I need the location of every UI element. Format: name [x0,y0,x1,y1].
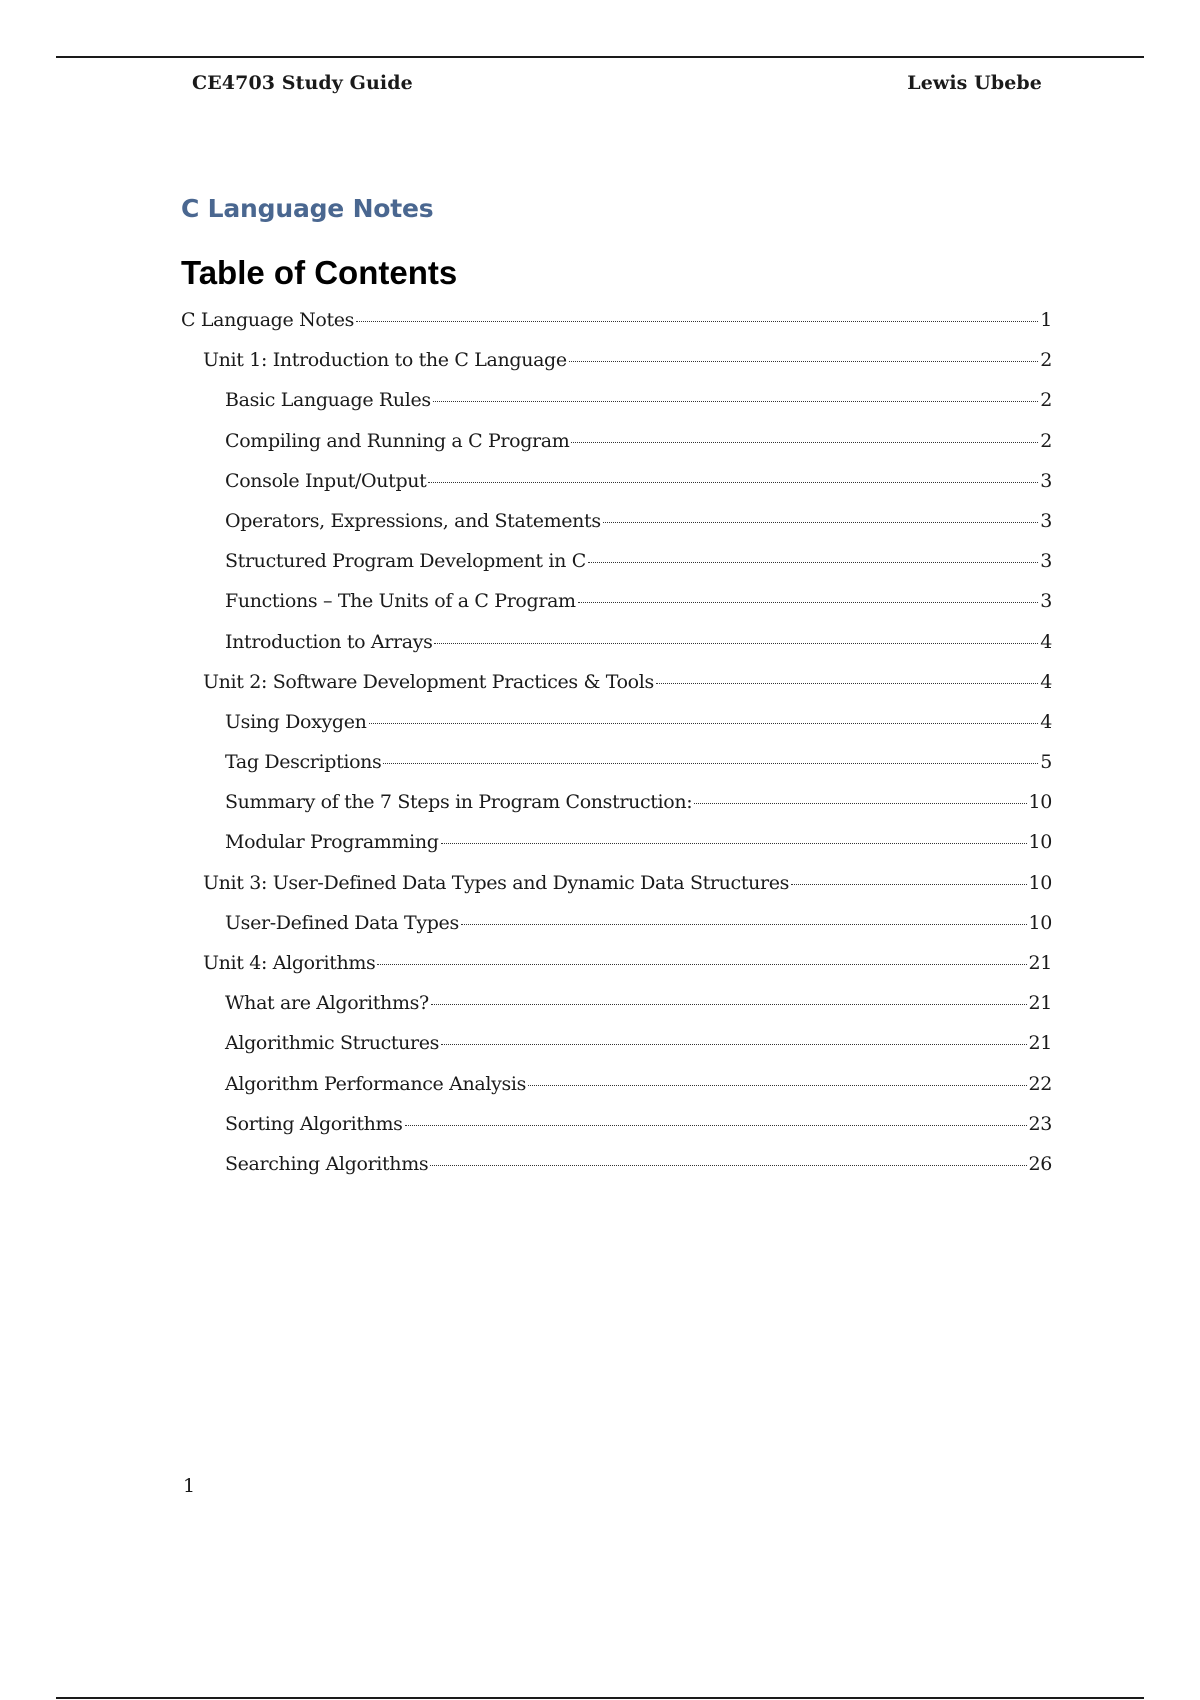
toc-entry[interactable] [181,309,1052,349]
toc-dot-leader [431,1004,1027,1005]
header-divider [56,56,1144,58]
toc-dot-leader [694,803,1026,804]
toc-dot-leader [571,442,1038,443]
toc-entry-label[interactable]: C Language Notes [181,309,355,331]
toc-entry-page-number: 5 [1040,751,1052,774]
toc-entry[interactable] [181,872,1052,912]
toc-entry[interactable] [181,952,1052,992]
toc-dot-leader [434,643,1038,644]
toc-entry-label[interactable]: Summary of the 7 Steps in Program Construction: [225,791,693,814]
toc-entry-page-number: 22 [1028,1072,1052,1095]
toc-entry[interactable] [181,711,1052,751]
toc-dot-leader [528,1085,1027,1086]
toc-entry-label[interactable]: Algorithmic Structures [225,1032,440,1055]
toc-entry-page-number: 10 [1028,831,1052,854]
toc-entry[interactable] [181,389,1052,429]
toc-entry-page-number: 21 [1028,1032,1052,1055]
toc-entry-label[interactable]: Compiling and Running a C Program [225,429,570,452]
toc-entry[interactable] [181,992,1052,1032]
toc-entry-label[interactable]: Unit 4: Algorithms [203,952,376,974]
toc-entry[interactable] [181,1113,1052,1153]
toc-entry-label[interactable]: Algorithm Performance Analysis [225,1072,526,1095]
toc-entry-page-number: 4 [1040,710,1052,733]
toc-dot-leader [433,401,1038,402]
toc-entry-label[interactable]: Unit 2: Software Development Practices & Tools [203,670,654,693]
toc-dot-leader [578,602,1039,603]
toc-dot-leader [569,361,1038,362]
toc-dot-leader [405,1125,1027,1126]
toc-dot-leader [791,884,1026,885]
toc-dot-leader [430,1165,1026,1166]
toc-entry-label[interactable]: Introduction to Arrays [225,630,433,653]
page-number: 1 [183,1475,196,1497]
toc-entry-label[interactable]: Functions – The Units of a C Program [225,590,576,613]
toc-entry[interactable] [181,831,1052,871]
footer-divider [56,1697,1144,1699]
toc-entry-label[interactable]: Modular Programming [225,831,439,854]
toc-entry-page-number: 3 [1040,469,1052,492]
toc-entry[interactable] [181,1153,1052,1193]
toc-dot-leader [356,321,1038,322]
toc-entry-page-number: 26 [1028,1152,1052,1175]
table-of-contents [181,309,1052,1193]
toc-dot-leader [588,562,1038,563]
toc-entry[interactable] [181,550,1052,590]
document-title: C Language Notes [181,194,434,223]
toc-entry[interactable] [181,470,1052,510]
toc-entry-label[interactable]: Sorting Algorithms [225,1112,403,1135]
toc-entry-page-number: 3 [1040,550,1052,573]
toc-dot-leader [441,843,1027,844]
toc-entry[interactable] [181,912,1052,952]
toc-entry[interactable] [181,590,1052,630]
toc-dot-leader [461,924,1027,925]
toc-entry-page-number: 3 [1040,509,1052,532]
toc-entry[interactable] [181,791,1052,831]
toc-dot-leader [441,1044,1026,1045]
toc-entry-page-number: 10 [1028,791,1052,814]
toc-dot-leader [383,763,1038,764]
toc-entry-page-number: 10 [1028,911,1052,934]
toc-entry[interactable] [181,751,1052,791]
toc-entry-label[interactable]: What are Algorithms? [225,992,429,1015]
toc-entry[interactable] [181,430,1052,470]
toc-entry-label[interactable]: Operators, Expressions, and Statements [225,509,601,532]
toc-entry[interactable] [181,631,1052,671]
toc-entry-label[interactable]: Unit 3: User-Defined Data Types and Dynamic Data Structures [203,871,790,894]
toc-entry[interactable] [181,510,1052,550]
toc-heading: Table of Contents [181,254,458,291]
toc-entry-page-number: 2 [1040,349,1052,372]
toc-entry-page-number: 21 [1028,952,1052,974]
toc-dot-leader [656,683,1038,684]
toc-entry-label[interactable]: User-Defined Data Types [225,911,459,934]
toc-entry-page-number: 2 [1040,429,1052,452]
toc-entry-page-number: 1 [1040,309,1052,331]
toc-entry-page-number: 3 [1040,590,1052,613]
toc-dot-leader [377,964,1026,965]
toc-entry-label[interactable]: Console Input/Output [225,469,427,492]
toc-entry-page-number: 4 [1040,630,1052,653]
toc-entry-label[interactable]: Basic Language Rules [225,389,431,412]
toc-dot-leader [428,482,1038,483]
header-author-name: Lewis Ubebe [907,72,1042,94]
toc-entry-label[interactable]: Tag Descriptions [225,751,382,774]
toc-dot-leader [369,723,1039,724]
toc-entry-page-number: 4 [1040,670,1052,693]
toc-entry-page-number: 23 [1028,1112,1052,1135]
toc-entry-page-number: 21 [1028,992,1052,1015]
header-course-title: CE4703 Study Guide [192,72,413,94]
toc-entry[interactable] [181,349,1052,389]
toc-dot-leader [603,522,1039,523]
toc-entry-label[interactable]: Unit 1: Introduction to the C Language [203,349,567,372]
toc-entry-label[interactable]: Structured Program Development in C [225,550,586,573]
toc-entry-label[interactable]: Using Doxygen [225,710,367,733]
toc-entry-label[interactable]: Searching Algorithms [225,1152,429,1175]
toc-entry[interactable] [181,671,1052,711]
toc-entry-page-number: 2 [1040,389,1052,412]
toc-entry[interactable] [181,1073,1052,1113]
toc-entry-page-number: 10 [1028,871,1052,894]
toc-entry[interactable] [181,1032,1052,1072]
